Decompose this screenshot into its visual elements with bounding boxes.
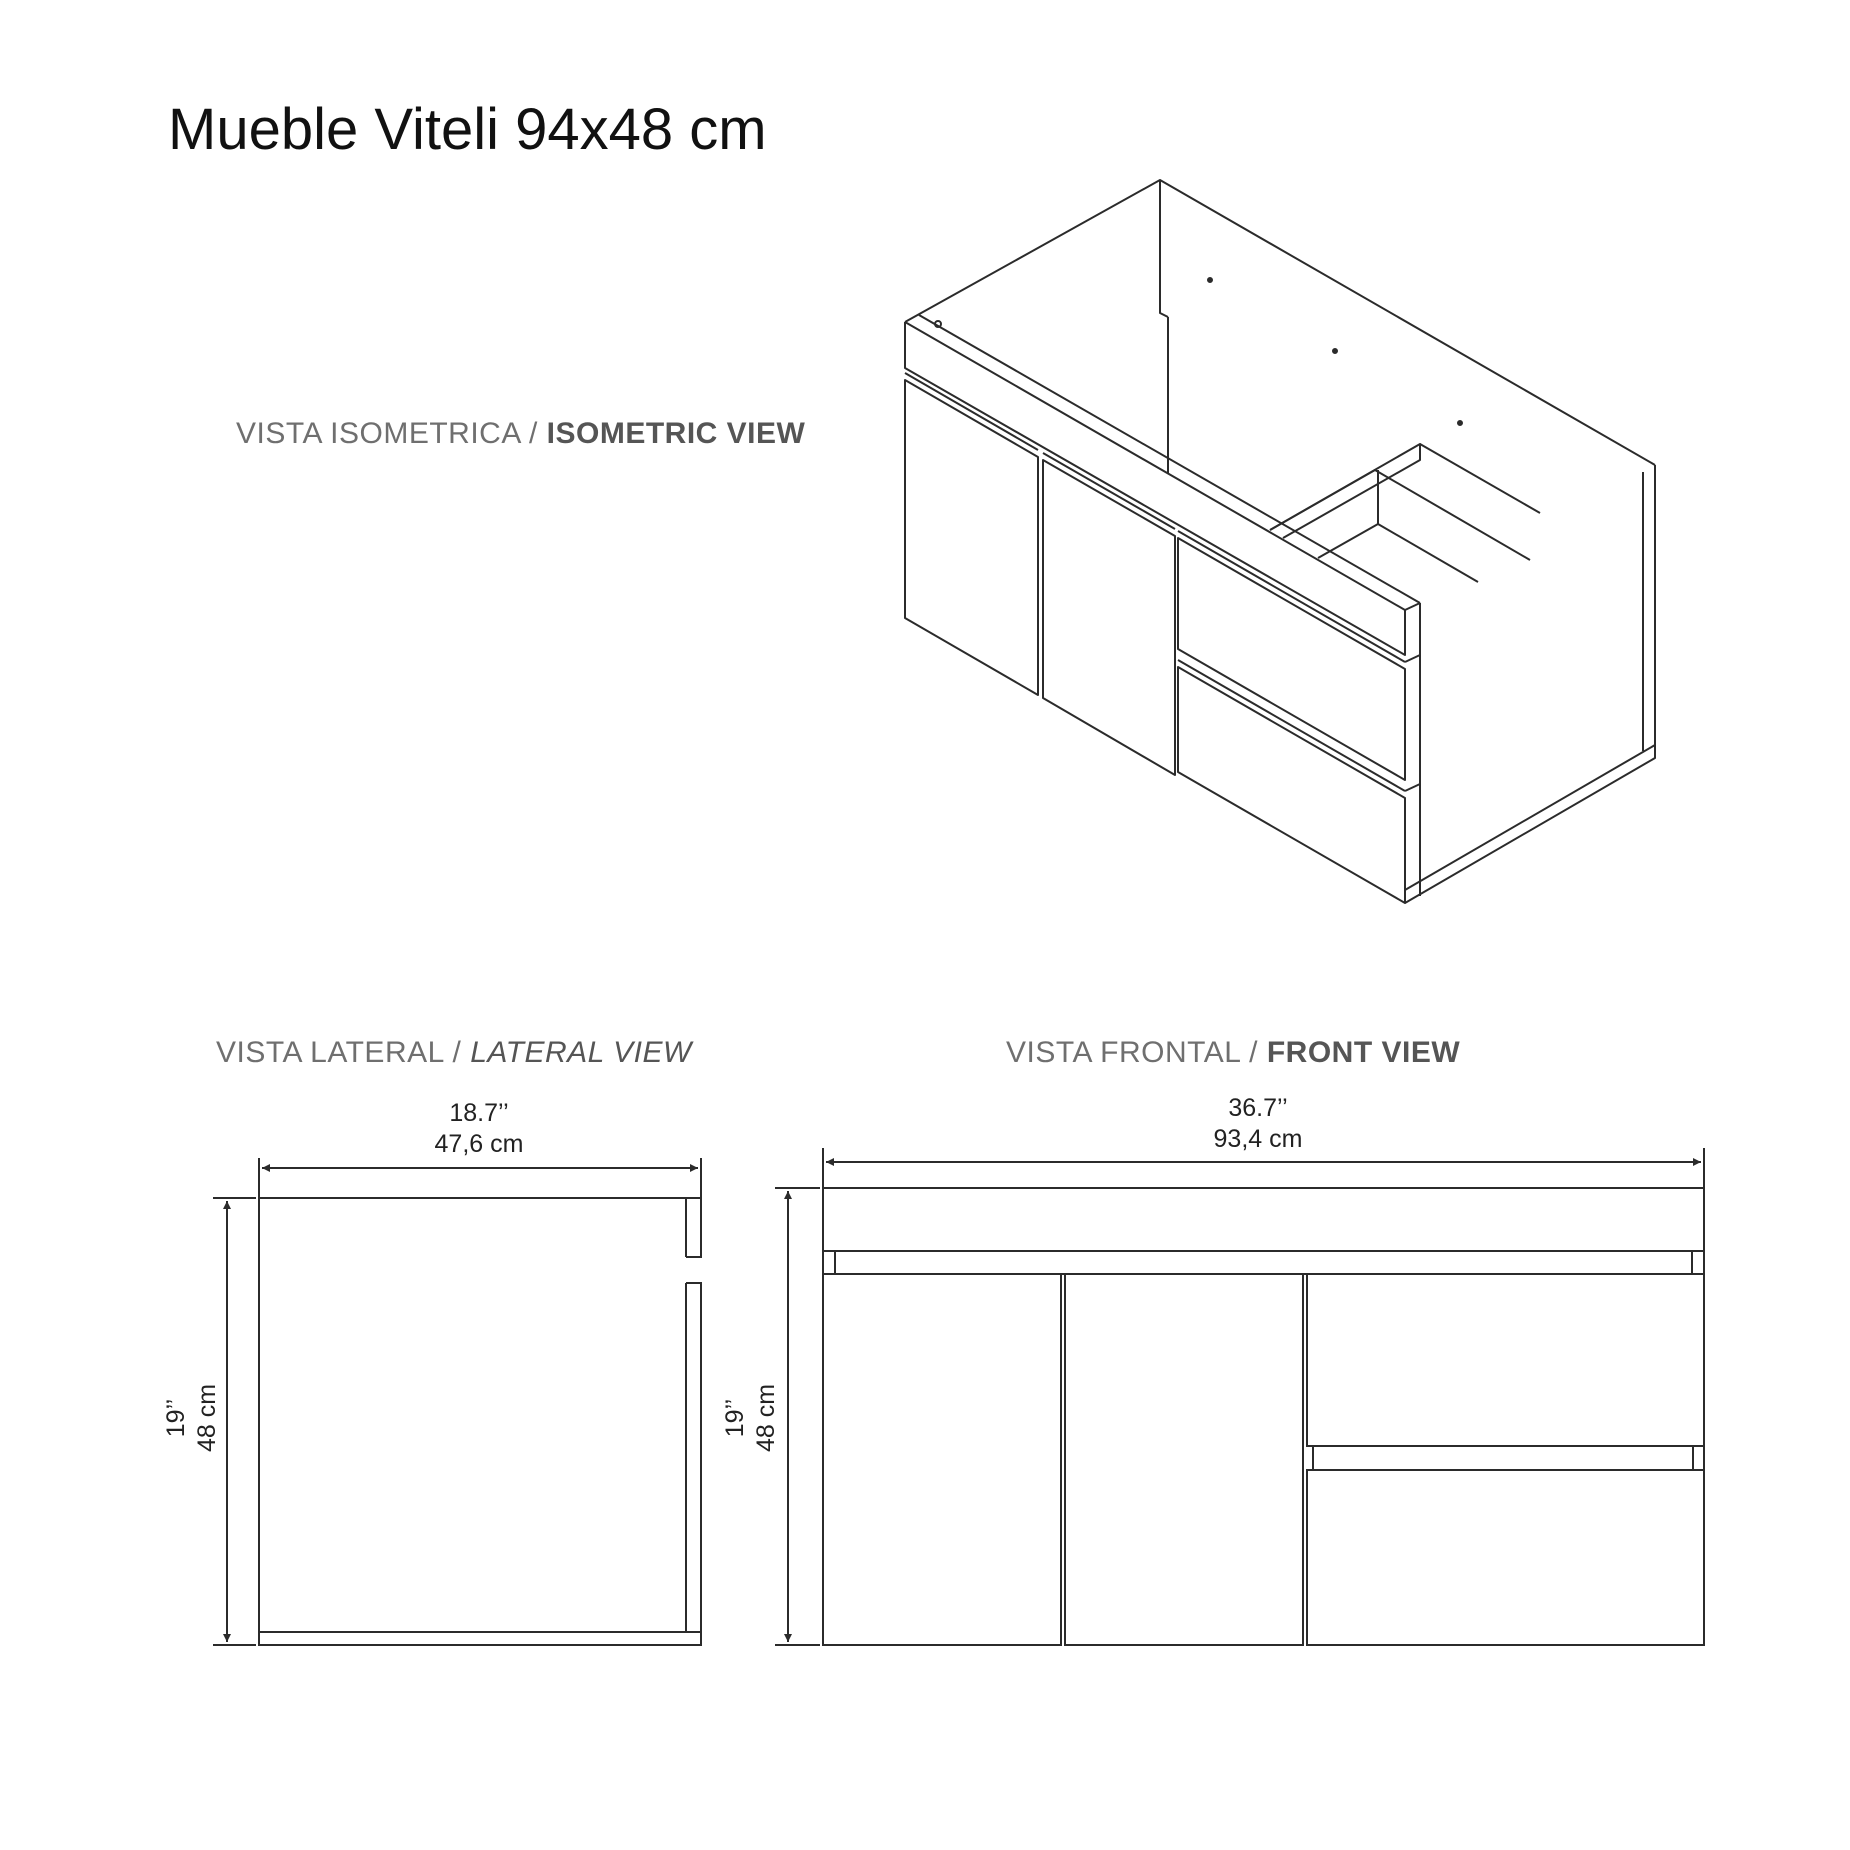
front-drawer-gap (1313, 1446, 1693, 1470)
isometric-drawing (905, 180, 1655, 903)
iso-left-door (905, 380, 1038, 695)
lateral-width-cm: 47,6 cm (434, 1130, 524, 1158)
iso-drawer-box (1270, 470, 1530, 560)
lateral-label-es: VISTA LATERAL / (216, 1036, 471, 1069)
front-width-in: 36.7’’ (1228, 1094, 1288, 1122)
front-upper-drawer (1307, 1274, 1704, 1446)
iso-pin-dot (1458, 421, 1462, 425)
isometric-label-en: ISOMETRIC VIEW (546, 417, 806, 450)
front-height-cm: 48 cm (752, 1383, 780, 1453)
iso-upper-drawer-top (1178, 531, 1405, 662)
front-height-in: 19’’ (721, 1398, 749, 1438)
iso-lower-drawer-side (1405, 784, 1420, 791)
page-title: Mueble Viteli 94x48 cm (168, 97, 767, 162)
front-label-es: VISTA FRONTAL / (1006, 1036, 1267, 1069)
lateral-height-in: 19’’ (162, 1398, 190, 1438)
iso-top-rail (905, 322, 1405, 655)
iso-screw-hole (935, 321, 941, 327)
iso-middle-door-top-gap (1043, 453, 1175, 529)
front-label-en: FRONT VIEW (1266, 1036, 1461, 1069)
front-lower-drawer (1307, 1470, 1704, 1645)
iso-partition (1270, 444, 1420, 538)
lateral-width-in: 18.7’’ (449, 1099, 509, 1127)
front-middle-door (1065, 1274, 1303, 1645)
iso-back-panel-edge (1160, 180, 1168, 317)
iso-partition-back (1420, 444, 1540, 513)
lateral-top-rail (686, 1198, 701, 1257)
iso-pin-dot (1333, 349, 1337, 353)
iso-top-rail-end (1405, 603, 1420, 610)
iso-top-rim-left (905, 180, 1655, 465)
iso-lower-drawer-top (1178, 660, 1405, 791)
iso-right-side (1405, 465, 1655, 903)
iso-drawer-box-bottom (1378, 524, 1478, 582)
iso-lower-drawer (1178, 667, 1405, 903)
lateral-label-en: LATERAL VIEW (470, 1036, 692, 1069)
iso-top-rail-back (919, 315, 1420, 603)
front-top-rail (823, 1188, 1704, 1251)
iso-left-door-top-gap (905, 373, 1038, 450)
front-width-cm: 93,4 cm (1213, 1125, 1303, 1153)
iso-bottom-edge (1405, 745, 1655, 890)
lateral-drawing (213, 1158, 701, 1645)
iso-middle-door (1043, 460, 1175, 775)
lateral-cabinet-outline (259, 1198, 701, 1645)
lateral-height-cm: 48 cm (193, 1383, 221, 1453)
iso-upper-drawer-side (1405, 655, 1420, 662)
iso-pin-dot (1208, 278, 1212, 282)
front-drawing (775, 1148, 1704, 1645)
front-top-gap (835, 1251, 1692, 1274)
isometric-label-es: VISTA ISOMETRICA / (236, 417, 547, 450)
front-left-door (823, 1274, 1061, 1645)
